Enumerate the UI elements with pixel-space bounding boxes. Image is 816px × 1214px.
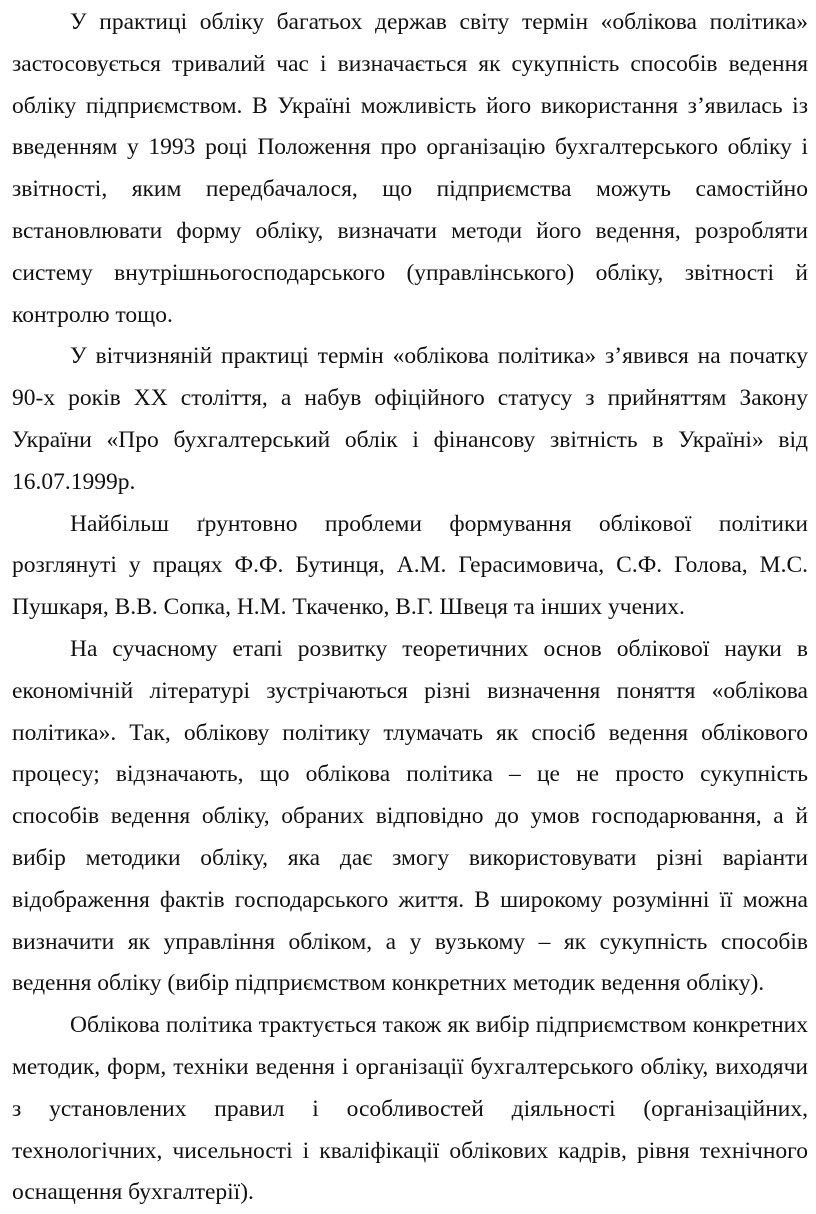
paragraph-2: У вітчизняній практиці термін «облікова політика» з’явився на початку 90-х років XX століття, а набув офіційного статусу з прийняттям Закону України «Про бухгалтерський облік і фінансову звітність в Україні» від 16.07.1999р. [12,343,808,495]
paragraph-5: Облікова політика трактується також як вибір підприємством конкретних методик, форм, техніки ведення і організації бухгалтерського обліку, виходячи з установлених правил і особливостей діяльності (організаційних, технологічних, чисельності і кваліфікації облікових кадрів, рівня технічного оснащення бухгалтерії). [12,1012,808,1206]
paragraph-3: Найбільш ґрунтовно проблеми формування облікової політики розглянуті у працях Ф.Ф. Бутинця, А.М. Герасимовича, С.Ф. Голова, М.С. Пушкаря, В.В. Сопка, Н.М. Ткаченко, В.Г. Швеця та інших учених. [12,510,808,621]
paragraph-4: На сучасному етапі розвитку теоретичних основ облікової науки в економічній літературі зустрічаються різні визначення поняття «облікова політика». Так, облікову політику тлумачать як спосіб ведення облікового процесу; відзначають, що облікова політика – це не просто сукупність способів ведення обліку, обраних відповідно до умов господарювання, а й вибір методики обліку, яка дає змогу використовувати різні варіанти відображення фактів господарського життя. В широкому розумінні її можна визначити як управління обліком, а у вузькому – як сукупність способів ведення обліку (вибір підприємством конкретних методик ведення обліку). [12,635,808,997]
paragraph-1: У практиці обліку багатьох держав світу термін «облікова політика» застосовується тривалий час і визначається як сукупність способів ведення обліку підприємством. В Україні можливість його використання з’явилась із введенням у 1993 році Положення про організацію бухгалтерського обліку і звітності, яким передбачалося, що підприємства можуть самостійно встановлювати форму обліку, визначати методи його ведення, розробляти систему внутрішньогосподарського (управлінського) обліку, звітності й контролю тощо. [12,9,808,328]
document-page [12,2,808,1214]
